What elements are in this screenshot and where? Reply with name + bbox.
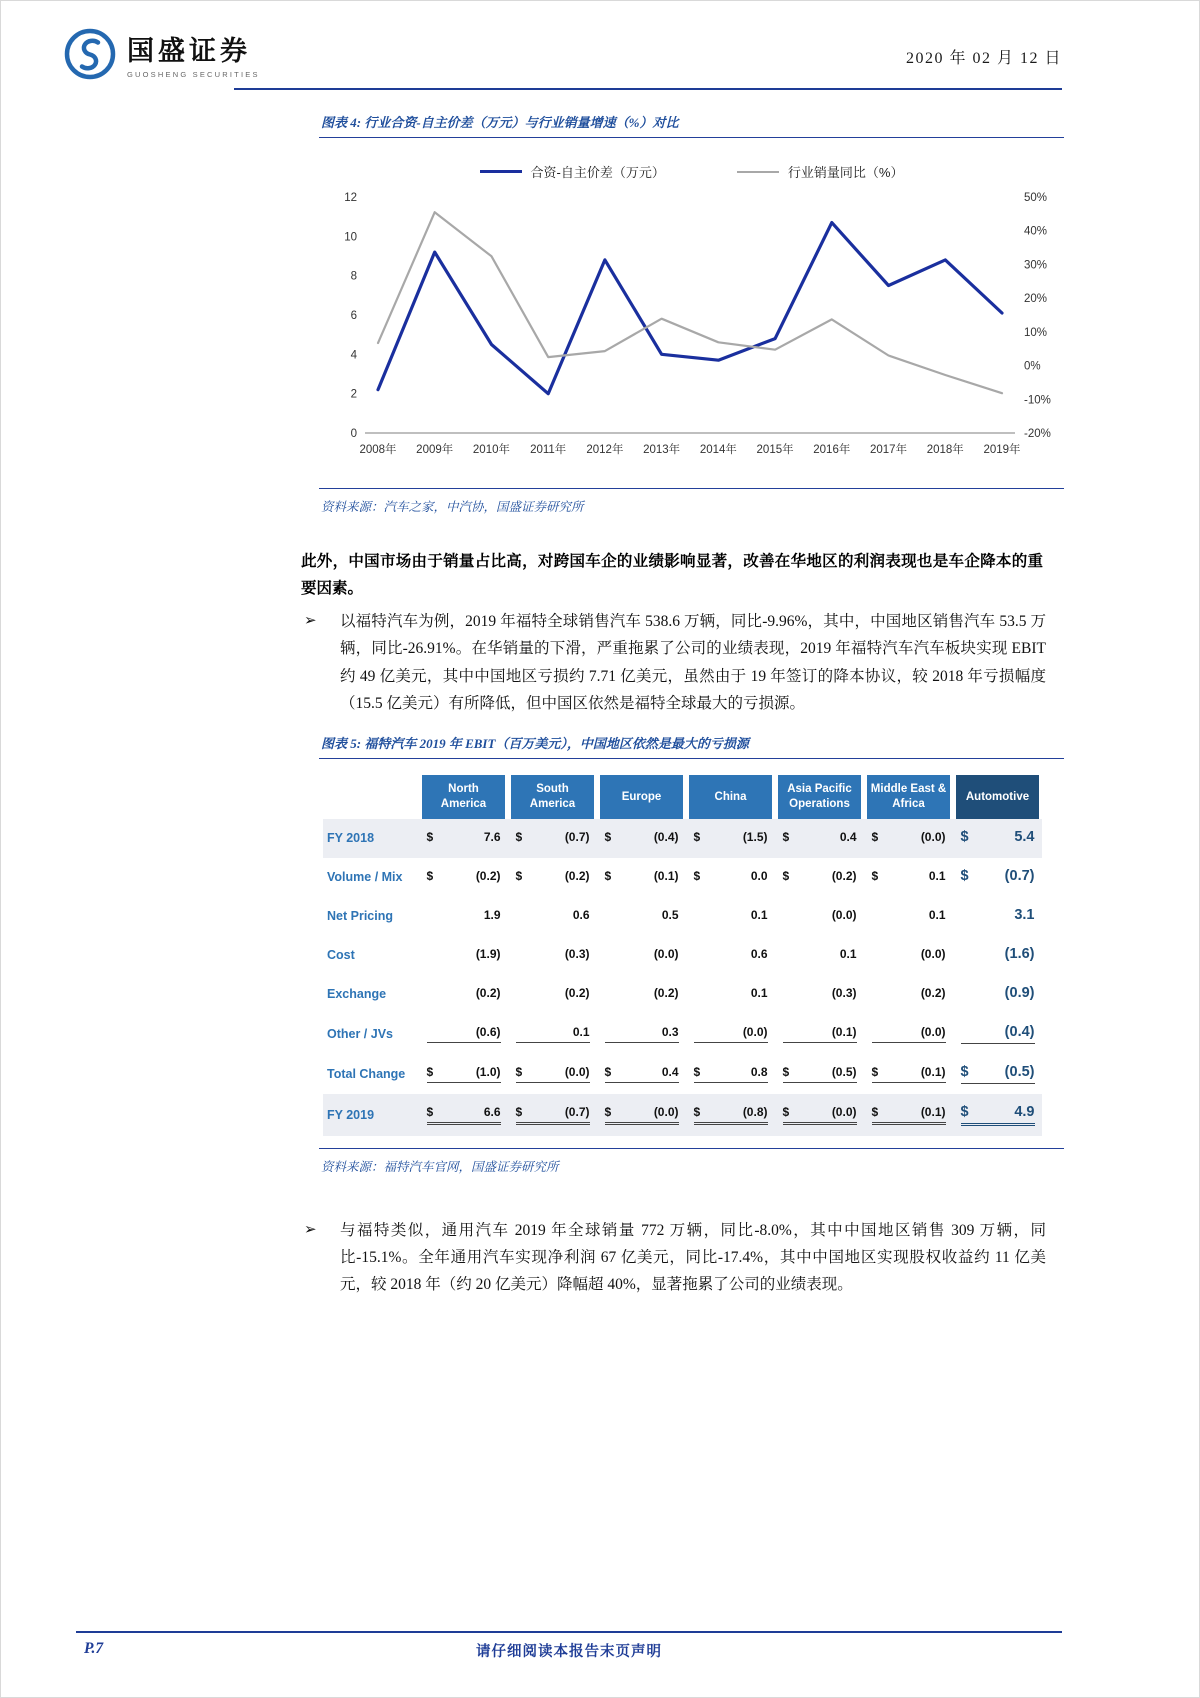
- table-cell: [516, 908, 590, 925]
- column-header: Middle East & Africa: [867, 775, 950, 819]
- table-row: [323, 1094, 1042, 1136]
- dollar-sign: $: [604, 829, 612, 844]
- legend-line-swatch: [737, 171, 779, 173]
- footer-disclaimer: 请仔细阅读本报告末页声明: [476, 1644, 662, 1660]
- column-header: Europe: [600, 775, 683, 819]
- dollar-sign: $: [960, 1103, 969, 1120]
- svg-text:8: 8: [350, 270, 357, 283]
- cell-value: (1.5): [742, 829, 768, 844]
- table-cell: [427, 908, 501, 925]
- svg-text:0%: 0%: [1024, 360, 1041, 373]
- svg-text:10%: 10%: [1024, 326, 1048, 339]
- dollar-sign: $: [693, 1104, 701, 1119]
- cell-value: 0.3: [661, 1024, 679, 1039]
- dollar-sign: $: [960, 828, 969, 845]
- row-label: Total Change: [327, 1066, 406, 1081]
- table-cell: [783, 1065, 857, 1083]
- table-cell: [516, 1065, 590, 1083]
- table-cell: [783, 908, 857, 925]
- cell-value: (0.7): [564, 1104, 590, 1119]
- brand-subtitle: GUOSHENG SECURITIES: [127, 70, 260, 79]
- cell-value: (0.9): [1004, 984, 1035, 1001]
- dollar-sign: $: [782, 1064, 790, 1079]
- figure-4-source: 资料来源：汽车之家，中汽协，国盛证券研究所: [321, 500, 584, 514]
- svg-text:2012年: 2012年: [586, 444, 624, 456]
- cell-value: (0.0): [831, 1104, 857, 1119]
- table-cell: [783, 1025, 857, 1043]
- row-label: Cost: [327, 948, 355, 963]
- brand-name: 国盛证券: [127, 36, 251, 66]
- cell-value: (0.2): [920, 985, 946, 1000]
- table-cell: [605, 1105, 679, 1125]
- table-cell: [605, 908, 679, 925]
- dollar-sign: $: [960, 1063, 969, 1080]
- line-chart-area: [319, 138, 1064, 488]
- dollar-sign: $: [426, 829, 434, 844]
- table-cell: [961, 1024, 1035, 1044]
- table-cell: [694, 908, 768, 925]
- table-cell: [516, 1025, 590, 1043]
- cell-value: (0.2): [831, 868, 857, 883]
- table-cell: [605, 830, 679, 847]
- legend-item: [737, 162, 904, 181]
- figure-5: [319, 729, 1064, 1179]
- cell-value: (0.1): [920, 1064, 946, 1079]
- table-row: [323, 897, 1042, 936]
- svg-text:6: 6: [350, 310, 357, 322]
- cell-value: 0.1: [928, 868, 946, 883]
- dollar-sign: $: [604, 1104, 612, 1119]
- cell-value: 0.4: [661, 1064, 679, 1079]
- cell-value: (0.7): [1004, 867, 1035, 884]
- svg-text:2014年: 2014年: [699, 444, 737, 456]
- table-row: [323, 1054, 1042, 1094]
- table-cell: [872, 986, 946, 1003]
- dollar-sign: $: [693, 829, 701, 844]
- table-cell: [783, 1105, 857, 1125]
- bullet-ford-text: 以福特汽车为例，2019 年福特全球销售汽车 538.6 万辆，同比-9.96%，其中，中国地区销售汽车 53.5 万辆，同比-26.91%。在华销量的下滑，严重拖累了公司的业绩表现，2019 年福特汽车汽车板块实现 EBIT 约 49 亿美元，其中中国地区亏损约 7.71 亿美元，虽然由于 19 年签订的降本协议，较 2018 年亏损幅度（15.5 亿美元）有所降低，但中国区依然是福特全球最大的亏损源。: [340, 613, 1046, 712]
- cell-value: (0.0): [653, 1104, 679, 1119]
- cell-value: 0.4: [839, 829, 857, 844]
- svg-text:-20%: -20%: [1024, 428, 1051, 440]
- figure-5-top-rule: [319, 758, 1064, 759]
- column-header: South America: [511, 775, 594, 819]
- cell-value: 0.8: [750, 1064, 768, 1079]
- table-cell: [872, 908, 946, 925]
- table-cell: [783, 947, 857, 964]
- table-cell: [961, 946, 1035, 965]
- table-cell: [783, 869, 857, 886]
- table-cell: [961, 1064, 1035, 1084]
- dollar-sign: $: [871, 868, 879, 883]
- table-cell: [872, 1105, 946, 1125]
- guosheng-logo-icon: [63, 27, 117, 81]
- chart-legend: [319, 162, 1064, 181]
- cell-value: 0.1: [750, 985, 768, 1000]
- dollar-sign: $: [515, 829, 523, 844]
- row-label: Exchange: [327, 987, 387, 1002]
- cell-value: 0.6: [572, 907, 590, 922]
- bullet-ford: [304, 608, 1046, 717]
- dollar-sign: $: [693, 1064, 701, 1079]
- table-cell: [516, 947, 590, 964]
- column-header: Automotive: [956, 775, 1039, 819]
- table-cell: [694, 869, 768, 886]
- dollar-sign: $: [426, 1104, 434, 1119]
- table-cell: [427, 1105, 501, 1125]
- bullet-marker-icon: ➢: [304, 611, 317, 630]
- table-cell: [694, 830, 768, 847]
- column-header: China: [689, 775, 772, 819]
- table-cell: [427, 1065, 501, 1083]
- cell-value: (0.2): [564, 985, 590, 1000]
- row-label: FY 2019: [323, 1094, 419, 1136]
- cell-value: 0.1: [839, 946, 857, 961]
- cell-value: (0.2): [475, 868, 501, 883]
- cell-value: (0.2): [564, 868, 590, 883]
- cell-value: (0.8): [742, 1104, 768, 1119]
- table-cell: [872, 1025, 946, 1043]
- cell-value: 0.1: [572, 1024, 590, 1039]
- cell-value: (0.0): [653, 946, 679, 961]
- svg-text:40%: 40%: [1024, 225, 1048, 238]
- table-cell: [427, 1025, 501, 1043]
- table-row: [323, 975, 1042, 1014]
- dollar-sign: $: [604, 868, 612, 883]
- dollar-sign: $: [871, 1104, 879, 1119]
- cell-value: 1.9: [483, 907, 501, 922]
- cell-value: 0.0: [750, 868, 768, 883]
- report-body: [234, 108, 1062, 1298]
- bullet-gm-text: 与福特类似，通用汽车 2019 年全球销量 772 万辆，同比-8.0%，其中中国地区销售 309 万辆，同比-15.1%。全年通用汽车实现净利润 67 亿美元，同比-17.4%，其中中国地区实现股权收益约 11 亿美元，较 2018 年（约 20 亿美元）降幅超 40%，显著拖累了公司的业绩表现。: [340, 1221, 1046, 1294]
- table-cell: [605, 1065, 679, 1083]
- table-cell: [605, 1025, 679, 1043]
- table-cell: [961, 1104, 1035, 1126]
- table-cell: [427, 947, 501, 964]
- table-cell: [605, 869, 679, 886]
- page-footer: [76, 1631, 1062, 1664]
- dollar-sign: $: [515, 1064, 523, 1079]
- figure-4-caption: 图表 4: 行业合资-自主价差（万元）与行业销量增速（%）对比: [321, 115, 679, 130]
- column-header: North America: [422, 775, 505, 819]
- dollar-sign: $: [515, 868, 523, 883]
- cell-value: (0.0): [920, 946, 946, 961]
- svg-text:2: 2: [350, 388, 357, 401]
- dollar-sign: $: [782, 868, 790, 883]
- svg-text:2009年: 2009年: [416, 444, 454, 456]
- cell-value: 5.4: [1014, 828, 1035, 845]
- cell-value: 0.6: [750, 946, 768, 961]
- table-cell: [605, 947, 679, 964]
- cell-value: (0.2): [653, 985, 679, 1000]
- table-cell: [516, 869, 590, 886]
- cell-value: (0.0): [831, 907, 857, 922]
- row-label: Volume / Mix: [327, 870, 403, 885]
- cell-value: 0.1: [750, 907, 768, 922]
- table-cell: [872, 1065, 946, 1083]
- page-number: P.7: [84, 1640, 104, 1657]
- svg-text:0: 0: [350, 428, 357, 440]
- svg-text:2013年: 2013年: [643, 444, 681, 456]
- cell-value: 3.1: [1014, 906, 1035, 923]
- table-row: [323, 1014, 1042, 1054]
- svg-text:-10%: -10%: [1024, 394, 1051, 407]
- dollar-sign: $: [871, 829, 879, 844]
- table-cell: [427, 869, 501, 886]
- table-cell: [694, 1025, 768, 1043]
- cell-value: (0.3): [831, 985, 857, 1000]
- svg-text:2017年: 2017年: [869, 444, 908, 456]
- cell-value: (0.5): [1004, 1063, 1035, 1080]
- column-header: Asia Pacific Operations: [778, 775, 861, 819]
- figure-5-source: 资料来源：福特汽车官网，国盛证券研究所: [321, 1159, 559, 1174]
- figure-4: [319, 108, 1064, 519]
- table-cell: [694, 1105, 768, 1125]
- ebit-table: [323, 775, 1042, 1136]
- dollar-sign: $: [782, 829, 790, 844]
- table-cell: [694, 986, 768, 1003]
- legend-label: 行业销量同比（%）: [787, 165, 904, 180]
- cell-value: 4.9: [1014, 1103, 1035, 1120]
- table-cell: [961, 907, 1035, 926]
- line-chart: [319, 181, 1064, 481]
- svg-text:2018年: 2018年: [926, 444, 964, 456]
- dollar-sign: $: [782, 1104, 790, 1119]
- svg-text:30%: 30%: [1024, 259, 1048, 272]
- cell-value: (0.0): [742, 1024, 768, 1039]
- cell-value: (0.2): [475, 985, 501, 1000]
- report-date: 2020 年 02 月 12 日: [905, 50, 1062, 67]
- table-cell: [694, 947, 768, 964]
- legend-line-swatch: [480, 170, 522, 173]
- cell-value: 0.5: [661, 907, 679, 922]
- table-header-row: [323, 775, 1042, 819]
- svg-text:2019年: 2019年: [983, 444, 1021, 456]
- cell-value: (0.3): [564, 946, 590, 961]
- table-cell: [694, 1065, 768, 1083]
- dollar-sign: $: [604, 1064, 612, 1079]
- table-row: [323, 858, 1042, 897]
- svg-text:2008年: 2008年: [359, 444, 397, 456]
- table-cell: [427, 986, 501, 1003]
- table-cell: [783, 986, 857, 1003]
- bullet-marker-icon: ➢: [304, 1219, 317, 1238]
- svg-text:2015年: 2015年: [756, 444, 794, 456]
- svg-text:2011年: 2011年: [530, 444, 567, 456]
- table-cell: [516, 986, 590, 1003]
- cell-value: (1.0): [475, 1064, 501, 1079]
- table-cell: [783, 830, 857, 847]
- dollar-sign: $: [871, 1064, 879, 1079]
- dollar-sign: $: [426, 868, 434, 883]
- row-label: Net Pricing: [327, 909, 393, 924]
- svg-text:10: 10: [344, 231, 357, 244]
- table-cell: [961, 985, 1035, 1004]
- cell-value: (1.9): [475, 946, 501, 961]
- table-cell: [516, 830, 590, 847]
- table-cell: [427, 830, 501, 847]
- cell-value: (0.0): [564, 1064, 590, 1079]
- table-cell: [872, 830, 946, 847]
- table-cell: [516, 1105, 590, 1125]
- page-header: [1, 1, 1199, 81]
- brand-logo: [63, 27, 260, 81]
- svg-text:12: 12: [344, 192, 357, 204]
- table-cell: [605, 986, 679, 1003]
- cell-value: (1.6): [1004, 945, 1035, 962]
- table-row: [323, 819, 1042, 858]
- svg-text:50%: 50%: [1024, 192, 1048, 204]
- cell-value: 0.1: [928, 907, 946, 922]
- cell-value: (0.0): [920, 1024, 946, 1039]
- cell-value: (0.1): [920, 1104, 946, 1119]
- svg-text:2016年: 2016年: [813, 444, 851, 456]
- table-cell: [872, 869, 946, 886]
- row-label: FY 2018: [323, 819, 419, 858]
- table-row: [323, 936, 1042, 975]
- svg-text:20%: 20%: [1024, 293, 1048, 306]
- legend-label: 合资-自主价差（万元）: [530, 165, 665, 180]
- figure-5-caption: 图表 5: 福特汽车 2019 年 EBIT（百万美元），中国地区依然是最大的亏损源: [321, 735, 749, 751]
- cell-value: (0.0): [920, 829, 946, 844]
- cell-value: (0.1): [831, 1024, 857, 1039]
- lead-paragraph: 此外，中国市场由于销量占比高，对跨国车企的业绩影响显著，改善在华地区的利润表现也是车企降本的重要因素。: [301, 553, 1043, 597]
- cell-value: (0.1): [653, 868, 679, 883]
- svg-text:2010年: 2010年: [472, 444, 511, 456]
- cell-value: (0.4): [653, 829, 679, 844]
- table-cell: [961, 868, 1035, 887]
- cell-value: (0.4): [1004, 1023, 1035, 1040]
- footer-divider: [76, 1631, 1062, 1633]
- cell-value: (0.5): [831, 1064, 857, 1079]
- dollar-sign: $: [960, 867, 969, 884]
- dollar-sign: $: [693, 868, 701, 883]
- header-divider: [234, 88, 1062, 90]
- table-corner-cell: [323, 775, 419, 819]
- svg-text:4: 4: [350, 349, 357, 362]
- cell-value: (0.6): [475, 1024, 501, 1039]
- dollar-sign: $: [426, 1064, 434, 1079]
- cell-value: 6.6: [483, 1104, 501, 1119]
- row-label: Other / JVs: [327, 1026, 393, 1041]
- table-cell: [872, 947, 946, 964]
- cell-value: (0.7): [564, 829, 590, 844]
- bullet-gm: [304, 1217, 1046, 1298]
- dollar-sign: $: [515, 1104, 523, 1119]
- cell-value: 7.6: [483, 829, 501, 844]
- legend-item: [480, 162, 665, 181]
- table-cell: [961, 829, 1035, 848]
- brand-text: [127, 29, 260, 79]
